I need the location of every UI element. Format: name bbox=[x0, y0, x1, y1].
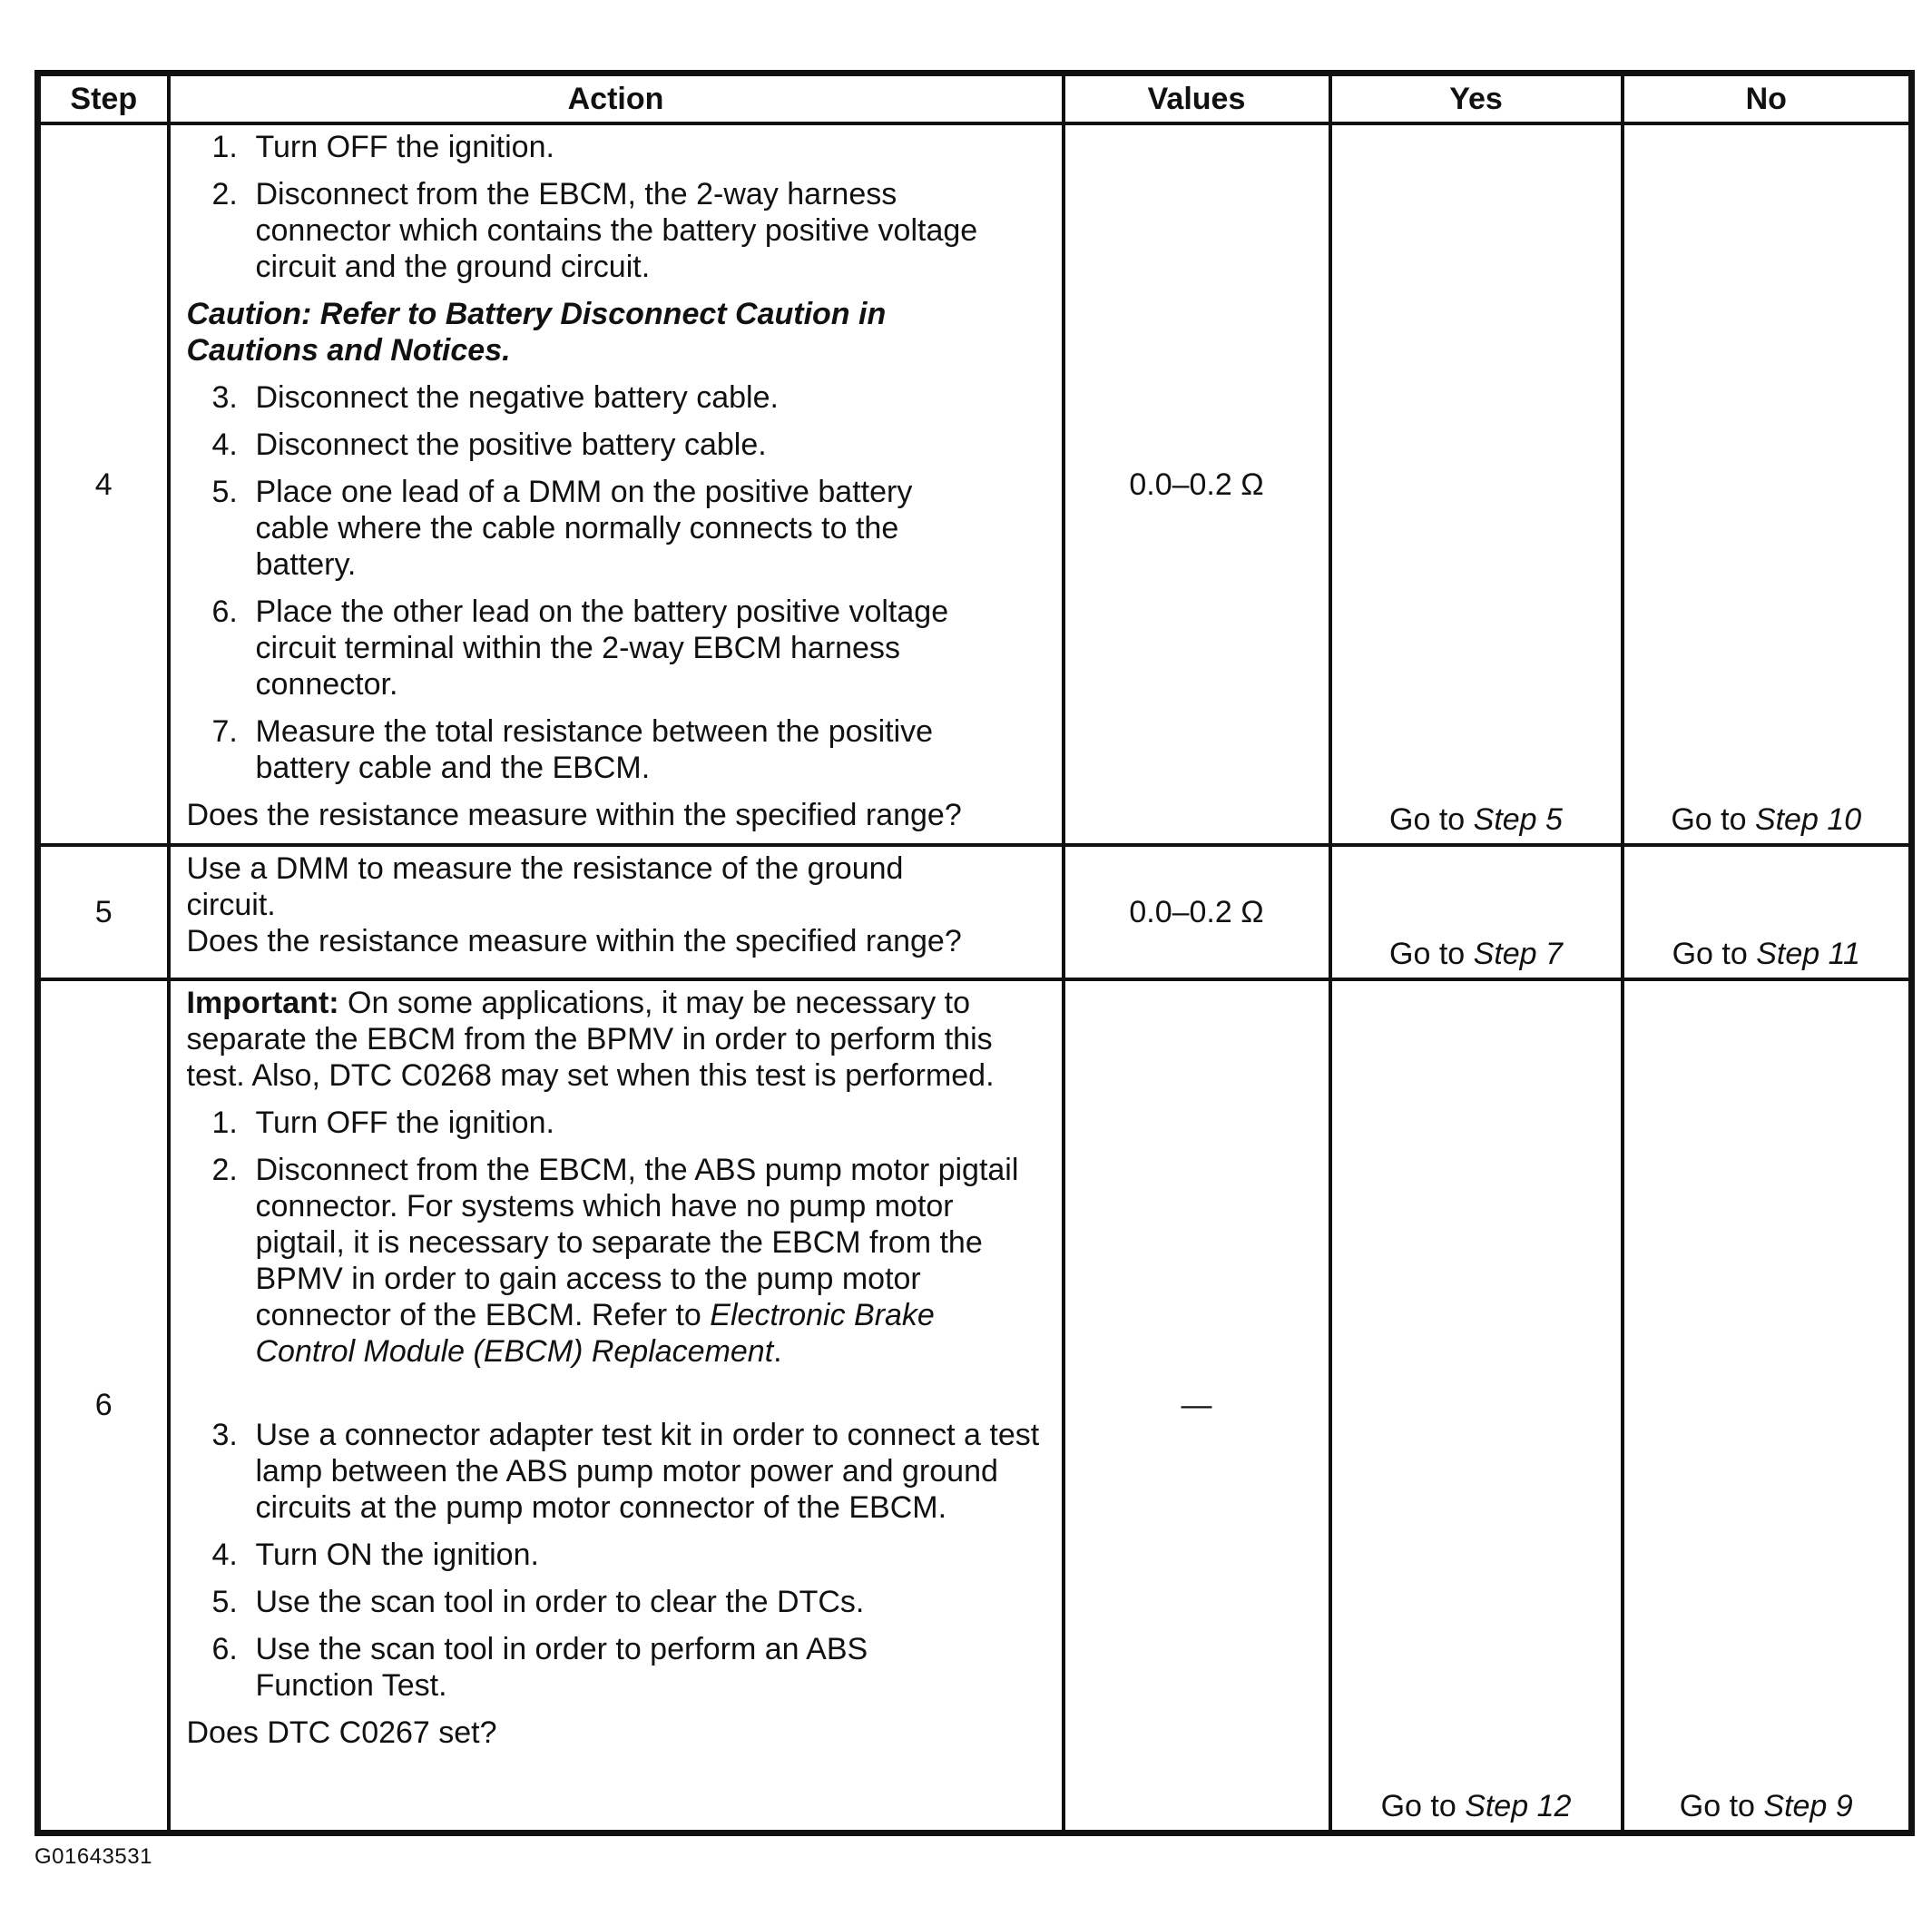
list-item bbox=[212, 1537, 1049, 1573]
list-item-text: Turn OFF the ignition. bbox=[255, 130, 554, 164]
list-item bbox=[212, 1631, 1049, 1704]
goto-step-link[interactable]: Step 5 bbox=[1473, 802, 1563, 837]
list-item-text bbox=[256, 1152, 1049, 1370]
list-item-text: Disconnect the positive battery cable. bbox=[255, 427, 767, 462]
question-text: Does the resistance measure within the specified range? bbox=[186, 798, 962, 832]
list-item-number: 2. bbox=[211, 1153, 238, 1187]
yes-cell bbox=[1330, 845, 1623, 979]
action-list bbox=[187, 129, 1049, 285]
header-row bbox=[38, 74, 1912, 124]
goto-prefix: Go to bbox=[1389, 937, 1474, 971]
list-item-number: 7. bbox=[211, 714, 238, 749]
table-row bbox=[38, 979, 1912, 1833]
header-step: Step bbox=[38, 74, 169, 124]
yes-cell bbox=[1330, 123, 1623, 845]
action-cell bbox=[169, 845, 1064, 979]
important-text: On some applications, it may be necessary to separate the EBCM from the BPMV in order to perform this test. Also, DTC C0268 may set when this test is performed. bbox=[186, 986, 995, 1093]
goto-prefix: Go to bbox=[1380, 1788, 1466, 1823]
question-text: Does DTC C0267 set? bbox=[186, 1715, 497, 1750]
list-item-number: 6. bbox=[211, 1632, 238, 1666]
list-item bbox=[212, 129, 1049, 165]
step-number: 4 bbox=[38, 123, 169, 845]
list-item bbox=[212, 1584, 1049, 1620]
list-item-text: Disconnect the negative battery cable. bbox=[255, 380, 779, 415]
list-item bbox=[212, 176, 1049, 285]
header-values: Values bbox=[1064, 74, 1330, 124]
important-note bbox=[187, 985, 1049, 1094]
values-cell: 0.0–0.2 Ω bbox=[1064, 845, 1330, 979]
goto-prefix: Go to bbox=[1389, 802, 1474, 837]
caution-note: Caution: Refer to Battery Disconnect Caution in Cautions and Notices. bbox=[186, 297, 887, 368]
no-cell bbox=[1623, 845, 1912, 979]
values-cell: — bbox=[1064, 979, 1330, 1833]
no-cell bbox=[1623, 979, 1912, 1833]
step-number: 6 bbox=[38, 979, 169, 1833]
list-item-text: Place the other lead on the battery positive voltage circuit terminal within the 2-way EBCM harness connector. bbox=[255, 595, 949, 702]
goto-prefix: Go to bbox=[1671, 802, 1755, 837]
list-item bbox=[212, 379, 1049, 416]
goto-prefix: Go to bbox=[1672, 937, 1757, 971]
list-item-number: 1. bbox=[211, 130, 238, 164]
list-item-text: Turn OFF the ignition. bbox=[255, 1105, 554, 1140]
list-item bbox=[212, 427, 1049, 463]
goto-step-link[interactable]: Step 9 bbox=[1763, 1788, 1853, 1823]
list-item-text: Use the scan tool in order to clear the DTCs. bbox=[255, 1585, 865, 1619]
list-item bbox=[212, 1152, 1049, 1370]
list-item bbox=[212, 1105, 1049, 1141]
list-item-text: Place one lead of a DMM on the positive battery cable where the cable normally connects to the battery. bbox=[255, 475, 913, 582]
action-list bbox=[187, 1105, 1049, 1704]
list-item-number: 5. bbox=[211, 1585, 238, 1619]
table-row bbox=[38, 845, 1912, 979]
list-item bbox=[212, 594, 1049, 703]
list-item-text: Measure the total resistance between the positive battery cable and the EBCM. bbox=[255, 714, 934, 785]
header-yes: Yes bbox=[1330, 74, 1623, 124]
goto-step-link[interactable]: Step 10 bbox=[1754, 802, 1862, 837]
list-item-body: Disconnect from the EBCM, the ABS pump motor pigtail connector. For systems which have no pump motor pigtail, it is necessary to separate the EBCM from the BPMV in order to gain access to the pump motor connector of the EBCM. Refer to bbox=[255, 1153, 1019, 1332]
important-label: Important: bbox=[186, 986, 339, 1020]
figure-code: G01643531 bbox=[34, 1844, 152, 1869]
list-item bbox=[212, 474, 1049, 583]
goto-prefix: Go to bbox=[1679, 1788, 1764, 1823]
question-text: Does the resistance measure within the specified range? bbox=[186, 924, 962, 958]
list-item-text: Use a connector adapter test kit in order to connect a test lamp between the ABS pump motor power and ground circuits at the pump motor connector of the EBCM. bbox=[255, 1418, 1040, 1525]
list-item-number: 3. bbox=[211, 380, 238, 415]
list-item-number: 6. bbox=[211, 595, 238, 629]
action-cell bbox=[169, 123, 1064, 845]
values-cell: 0.0–0.2 Ω bbox=[1064, 123, 1330, 845]
table-row bbox=[38, 123, 1912, 845]
goto-step-link[interactable]: Step 11 bbox=[1756, 937, 1860, 971]
list-item-number: 1. bbox=[211, 1105, 238, 1140]
diagnostic-table bbox=[34, 70, 1915, 1836]
action-list bbox=[187, 379, 1049, 786]
no-cell bbox=[1623, 123, 1912, 845]
list-item-number: 3. bbox=[211, 1418, 238, 1452]
reference-link[interactable]: Electronic Brake Control Module (EBCM) Replacement bbox=[255, 1298, 935, 1369]
header-action: Action bbox=[169, 74, 1064, 124]
step-number: 5 bbox=[38, 845, 169, 979]
list-item-text: Turn ON the ignition. bbox=[255, 1538, 539, 1572]
list-item-text: Use the scan tool in order to perform an ABS Function Test. bbox=[255, 1632, 868, 1703]
action-cell bbox=[169, 979, 1064, 1833]
list-item-text: Disconnect from the EBCM, the 2-way harness connector which contains the battery positive voltage circuit and the ground circuit. bbox=[255, 177, 978, 284]
list-item bbox=[212, 713, 1049, 786]
list-item-number: 5. bbox=[211, 475, 238, 509]
header-no: No bbox=[1623, 74, 1912, 124]
goto-step-link[interactable]: Step 12 bbox=[1465, 1788, 1572, 1823]
goto-step-link[interactable]: Step 7 bbox=[1473, 937, 1563, 971]
action-text: Use a DMM to measure the resistance of the ground circuit. bbox=[186, 851, 904, 922]
yes-cell bbox=[1330, 979, 1623, 1833]
list-item bbox=[212, 1417, 1049, 1526]
list-item-number: 4. bbox=[211, 1538, 238, 1572]
reference-suffix: . bbox=[773, 1334, 782, 1369]
list-item-number: 4. bbox=[211, 427, 238, 462]
list-item-number: 2. bbox=[211, 177, 238, 211]
